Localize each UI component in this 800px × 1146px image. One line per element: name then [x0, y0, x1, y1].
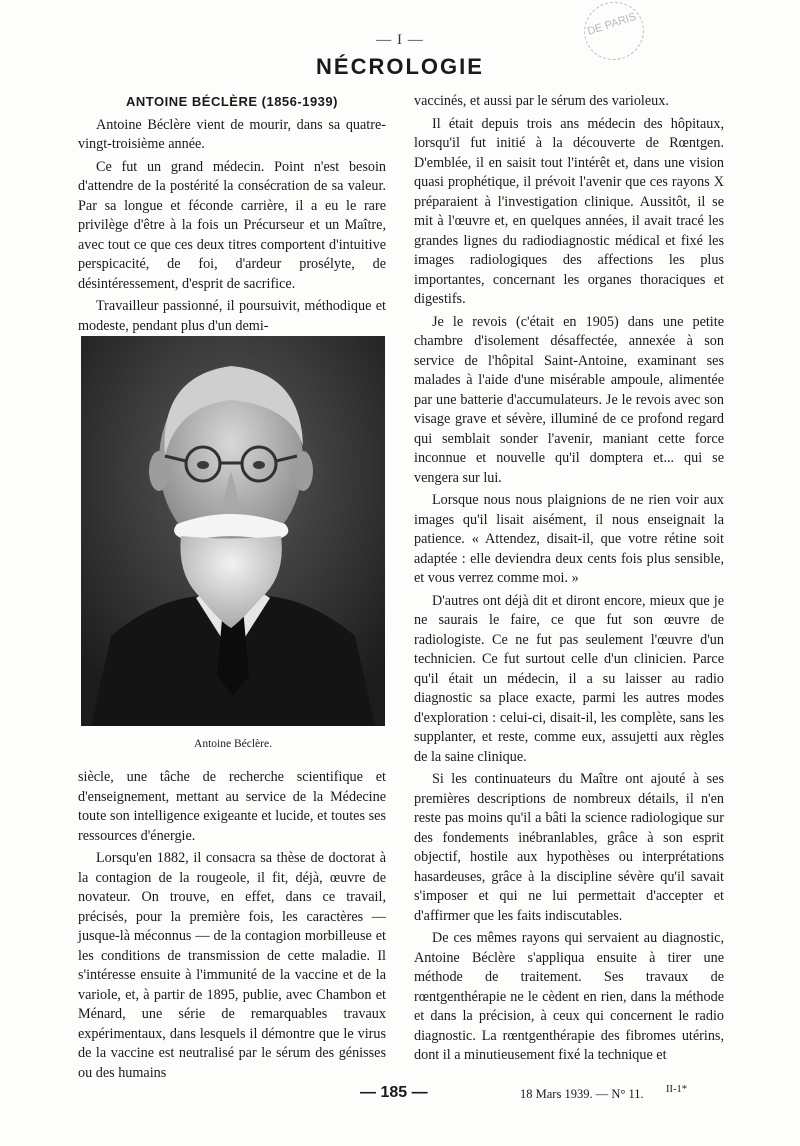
paragraph: siècle, une tâche de recherche scientifique et d'enseignement, mettant au service de la Médecine toute son intelligence exigeante et lucide, et toutes ses ressources d'énergie.: [78, 769, 386, 844]
paragraph: Ce fut un grand médecin. Point n'est besoin d'attendre de la postérité la consécration de sa valeur. Par sa longue et féconde carrière, il a eu le rare privilège d'être à la fois un Précurseur et un Maître, avec tout ce que ces deux titres comportent d'intuitive perspicacité, de foi, d'ardeur prosélyte, de désintéressement, d'esprit de sacrifice.: [78, 158, 386, 292]
page-footer: [0, 1084, 800, 1108]
paragraph: Si les continuateurs du Maître ont ajouté à ses premières descriptions de nombreux détails, il n'en reste pas moins qu'il a bâti la science radiologique sur des fondements inébranlables, grâce à son esprit objectif, hostile aux hypothèses ou interprétations hasardeuses, grâce à la discipline sévère qu'il savait s'imposer et qui ne lui permettait d'accepter et d'affirmer que les faits indiscutables.: [414, 771, 724, 924]
article-title: ANTOINE BÉCLÈRE (1856-1939): [126, 94, 338, 109]
portrait-illustration: [81, 336, 385, 726]
right-column: [414, 92, 724, 1069]
left-column-bottom: [78, 768, 386, 1086]
printer-signature: II-1*: [666, 1084, 687, 1095]
paragraph: Lorsqu'en 1882, il consacra sa thèse de doctorat à la contagion de la rougeole, il fit, déjà, œuvre de novateur. On trouve, en effet, dans ce travail, précisés, pour la première fois, les caractères — jusque-là méconnus — de la contagion morbilleuse et les conditions de transmission de cette maladie. Il s'intéresse ensuite à l'immunité de la vaccine et de la variole, et, à partir de 1895, publie, avec Chambon et Ménard, une série de remarquables travaux expérimentaux, dans lesquels il démontre que le virus de la vaccine est neutralisé par le sérum des génisses ou des humains: [78, 850, 386, 1081]
paragraph: Travailleur passionné, il poursuivit, méthodique et modeste, pendant plus d'un demi-: [78, 298, 386, 334]
paragraph: Antoine Béclère vient de mourir, dans sa quatre-vingt-troisième année.: [78, 116, 386, 152]
issue-date: 18 Mars 1939. — N° 11.: [520, 1087, 644, 1101]
left-column-top: [78, 92, 386, 339]
paragraph: De ces mêmes rayons qui servaient au diagnostic, Antoine Béclère s'appliqua ensuite à tirer une méthode de traitement. Ses travaux de rœntgenthérapie ne le cèdent en rien, dans la méthode et dans la précision, à ceux qui concernent le radio diagnostic. La rœntgenthérapie des fibromes utérins, dont il a minutieusement fixé la technique et: [414, 930, 724, 1063]
paragraph: Il était depuis trois ans médecin des hôpitaux, lorsqu'il fut initié à la découverte de Rœntgen. D'emblée, il en saisit tout l'intérêt et, dans une vision quasi prophétique, il prévoit l'avenir que ces rayons X préparaient à l'investigation clinique. Aussitôt, il se mit à l'œuvre et, en quelques années, il avait tracé les grandes lignes du radiodiagnostic médical et fixé les images radiologiques des affections les plus importantes, concernant les organes thoraciques et digestifs.: [414, 115, 724, 307]
page-number: — 185 —: [360, 1084, 428, 1101]
paragraph: D'autres ont déjà dit et diront encore, mieux que je ne saurais le faire, ce que fut son œuvre de radiologiste. Ce ne fut pas seulement l'œuvre d'un technicien. Ce fut surtout celle d'un clinicien. Parce qu'il était un médecin, il a su laisser au radio diagnostic sa place exacte, parmi les autres modes d'exploration : celui-ci, disait-il, les complète, sans les supplanter, et reste, comme eux, assujetti aux règles de la saine clinique.: [414, 592, 724, 765]
paragraph: Lorsque nous nous plaignions de ne rien voir aux images qu'il lisait aisément, il nous enseignait la patience. « Attendez, disait-il, que votre rétine soit adaptée : elle deviendra deux cents fois plus sensible, et vous verrez comme moi. »: [414, 492, 724, 586]
paragraph: vaccinés, et aussi par le sérum des varioleux.: [414, 93, 669, 109]
portrait-photo: [81, 336, 385, 726]
paragraph: Je le revois (c'était en 1905) dans une petite chambre d'isolement désaffectée, annexée à son service de l'hôpital Saint-Antoine, examinant ses malades à l'aide d'une misérable ampoule, alimentée par une batterie d'accumulateurs. Je le revois avec son visage grave et sévère, illuminé de ce profond regard qui semblait sonder l'avenir, maniant cette force inconnue et nouvelle qu'il domptera et... qui se vengera sur lui.: [414, 313, 724, 486]
library-stamp: DE PARIS: [577, 0, 652, 68]
section-title: NÉCROLOGIE: [316, 54, 484, 79]
page-mark: — I —: [376, 32, 424, 48]
photo-caption: Antoine Béclère.: [194, 738, 272, 750]
